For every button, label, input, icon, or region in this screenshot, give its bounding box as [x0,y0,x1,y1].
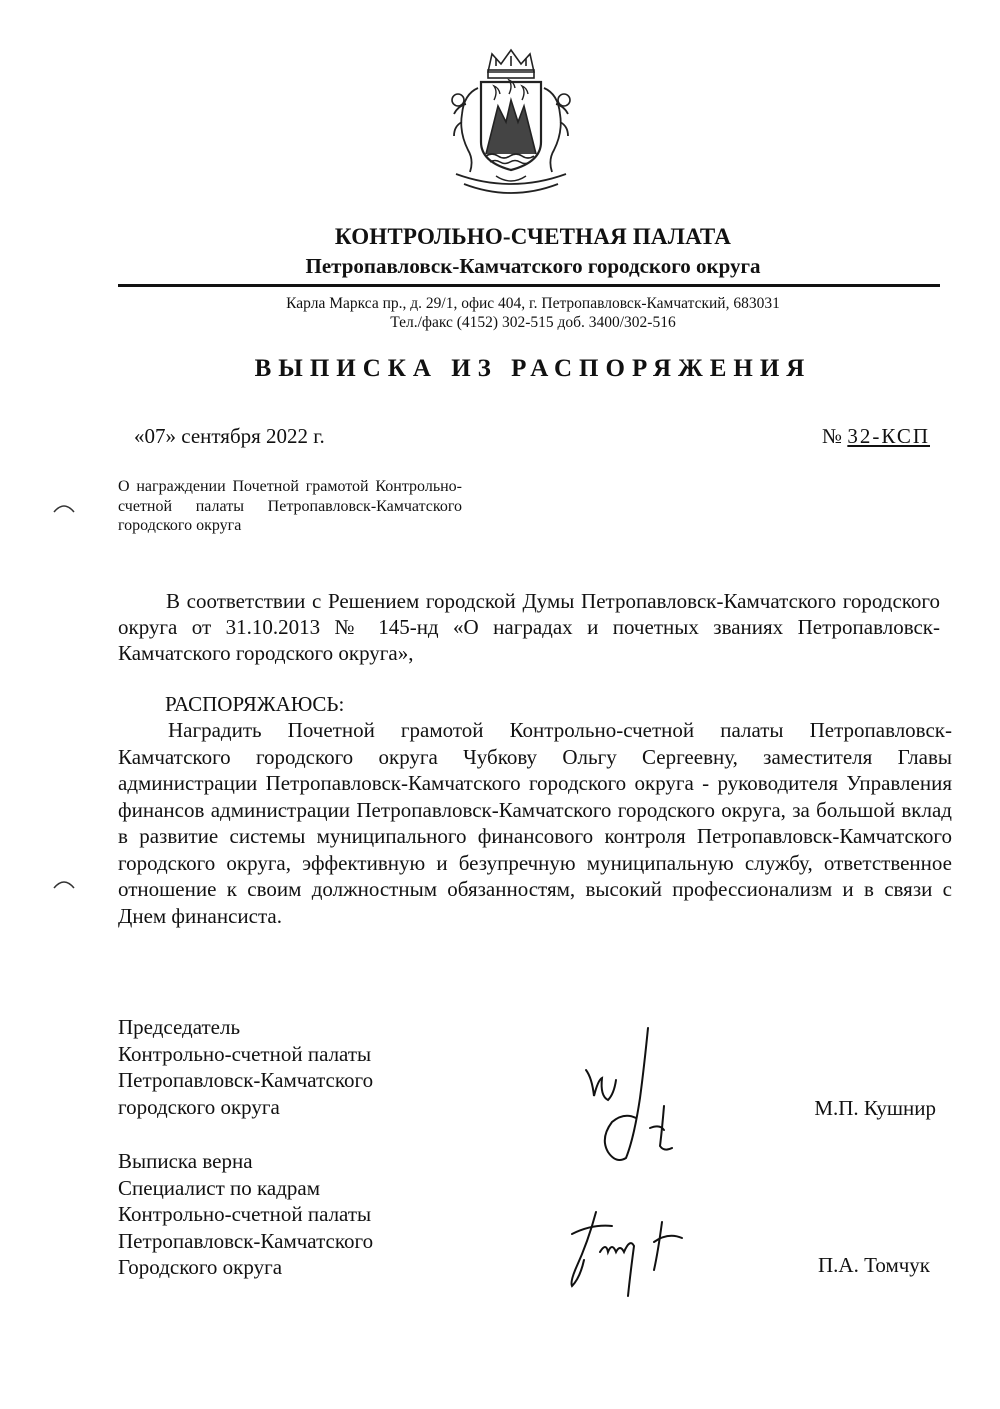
clerk-position-line: Специалист по кадрам [118,1175,321,1200]
clerk-signature-block [118,1148,373,1281]
handwritten-signature-icon [566,1204,690,1300]
chair-position-line: Председатель [118,1015,241,1039]
chair-signature-block [118,1014,373,1120]
document-number [822,424,930,449]
clerk-position-line: Контрольно-счетной палаты [118,1202,372,1226]
clerk-name: П.А. Томчук [818,1253,930,1277]
document-date: «07» сентября 2022 г. [134,424,325,448]
organization-address [0,294,1000,332]
chair-position-line: Контрольно-счетной палаты [118,1041,372,1066]
city-coat-of-arms-icon [436,44,586,204]
punch-hole-mark-icon [52,500,76,514]
chair-position-line: Петропавловск-Камчатского [118,1068,374,1092]
order-paragraph: Наградить Почетной грамотой Контрольно-счетной палаты Петропавловск-Камчатского городского округа Чубкову Ольгу Сергеевну, заместителя Главы администрации Петропавловск-Камчатского городского округа - руководителя Управления финансов администрации Петропавловск-Камчатского городского округа, за большой вклад в развитие системы муниципального финансового контроля Петропавловск-Камчатского городского округа, эффективную и безупречную муниципальную службу, ответственное отношение к своим должностным обязанностям, высокий профессионализм и в связи с Днем финансиста. [118,718,952,928]
chair-position-line: городского округа [118,1094,280,1119]
number-sign: № [822,424,843,448]
order-heading: РАСПОРЯЖАЮСЬ: [165,692,345,716]
document-subject: О награждении Почетной грамотой Контрольно-счетной палаты Петропавловск-Камчатского городского округа [118,478,462,534]
document-title: ВЫПИСКА ИЗ РАСПОРЯЖЕНИЯ [254,355,812,382]
punch-hole-mark-icon [52,876,76,890]
clerk-position-line: Петропавловск-Камчатского [118,1228,374,1253]
address-line: Карла Маркса пр., д. 29/1, офис 404, г. Петропавловск-Камчатский, 683031 [286,295,780,312]
organization-subtitle: Петропавловск-Камчатского городского округа [305,254,761,278]
chair-name: М.П. Кушнир [814,1096,936,1120]
preamble-paragraph: В соответствии с Решением городской Думы Петропавловск-Камчатского городского округа от 31.10.2013 № 145-нд «О наградах и почетных званиях Петропавловск-Камчатского городского округа», [118,589,940,665]
clerk-position-line: Городского округа [118,1255,283,1279]
organization-title: КОНТРОЛЬНО-СЧЕТНАЯ ПАЛАТА [334,224,732,249]
phone-line: Тел./факс (4152) 302-515 доб. 3400/302-516 [390,314,676,331]
header-divider [118,284,940,287]
number-value: 32-КСП [847,424,930,448]
clerk-position-line: Выписка верна [118,1149,253,1173]
handwritten-signature-icon [578,1022,688,1168]
